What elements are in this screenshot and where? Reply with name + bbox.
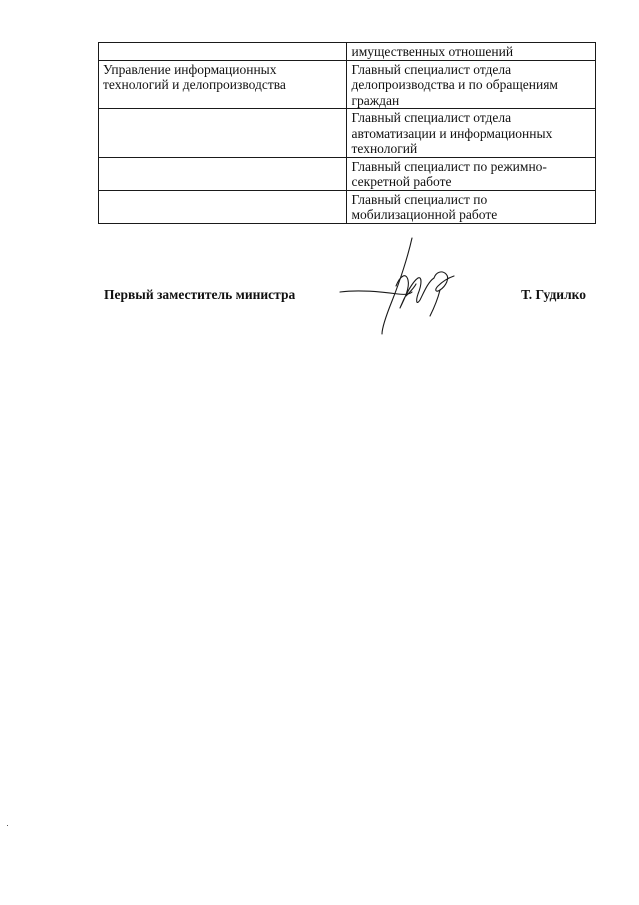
table-row: [99, 109, 596, 158]
position-cell: Главный специалист отдела делопроизводства и по обращениям граждан: [347, 60, 596, 109]
position-cell: Главный специалист по мобилизационной работе: [347, 190, 596, 223]
table-row: [99, 60, 596, 109]
department-cell: [99, 109, 347, 158]
department-cell: [99, 190, 347, 223]
department-cell: [99, 43, 347, 61]
table-row: [99, 43, 596, 61]
position-cell: имущественных отношений: [347, 43, 596, 61]
department-cell: [99, 157, 347, 190]
scan-speck: [7, 825, 8, 826]
position-cell: Главный специалист отдела автоматизации и информационных технологий: [347, 109, 596, 158]
signatory-position: Первый заместитель министра: [104, 287, 296, 302]
table-row: [99, 190, 596, 223]
department-cell: Управление информационных технологий и делопроизводства: [99, 60, 347, 109]
position-cell: Главный специалист по режимно-секретной работе: [347, 157, 596, 190]
signatory-name: Т. Гудилко: [521, 287, 586, 302]
table-row: [99, 157, 596, 190]
handwritten-signature: [336, 236, 466, 336]
positions-table: [98, 42, 596, 224]
